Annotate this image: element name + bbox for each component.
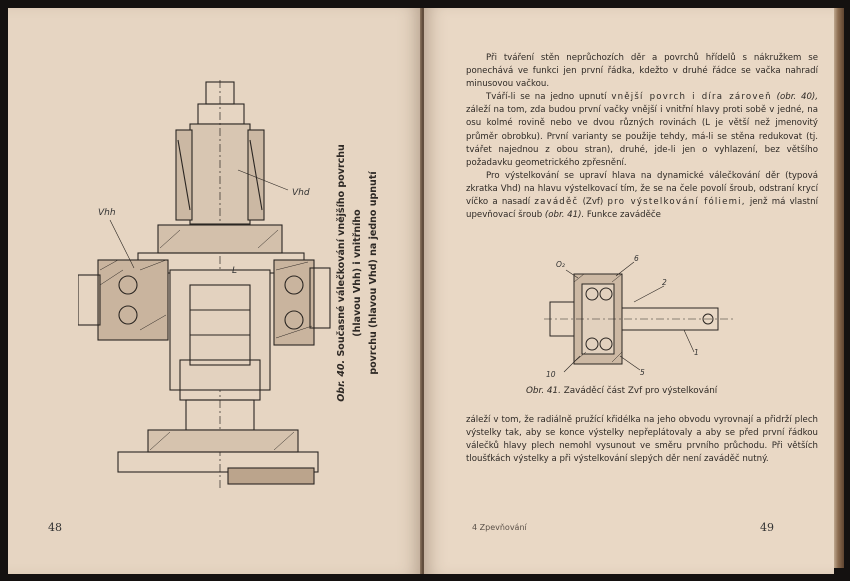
callout-5: 5 bbox=[640, 368, 645, 377]
callout-o2: O₂ bbox=[556, 260, 565, 269]
para3-text-d: Funkce zaváděče bbox=[584, 210, 661, 221]
para3-text-b: (Zvf) bbox=[578, 197, 608, 208]
label-l: L bbox=[232, 266, 238, 276]
text-block-bottom bbox=[466, 414, 818, 466]
paragraph-4: záleží v tom, že radiálně pružící křidélka na jeho obvodu vyrovnají a přidrží plech výstelky tak, aby se konce výstelky nepřeplátovaly a aby se před první řádkou válečků hlavy plech nemohl vysunout ve směru prvního průchodu. Při větších tloušťkách výstelky a při výstelkování slepých děr není zaváděč nutný. bbox=[466, 415, 818, 465]
fig-41-text: Zaváděcí část Zvf pro výstelkování bbox=[563, 386, 718, 396]
figure-40-drawing bbox=[78, 70, 338, 495]
callout-1: 1 bbox=[694, 348, 699, 357]
page-edges bbox=[834, 8, 844, 568]
figure-41-caption bbox=[526, 386, 776, 396]
feeder-technical-drawing bbox=[544, 252, 744, 382]
para2-emphasis: vnější povrch i díra zároveň bbox=[611, 92, 772, 103]
text-block-top bbox=[466, 52, 818, 222]
callout-6: 6 bbox=[634, 254, 639, 263]
label-vhh: Vhh bbox=[98, 208, 116, 218]
para3-figure-ref: (obr. 41). bbox=[544, 210, 585, 221]
left-page bbox=[8, 8, 422, 574]
para3-emphasis-1: zaváděč bbox=[534, 197, 579, 208]
caption-line-2: povrchu (hlavou Vhd) na jedno upnutí bbox=[368, 171, 379, 375]
figure-40-caption bbox=[334, 123, 394, 423]
fig-40-number: Obr. 40. bbox=[336, 359, 347, 402]
page-number-left: 48 bbox=[48, 521, 62, 534]
right-page bbox=[424, 8, 834, 574]
rolling-head-technical-drawing bbox=[78, 70, 338, 495]
para3-emphasis-2: pro výstelkování fóliemi, bbox=[607, 197, 746, 208]
paragraph-1: Při tváření stěn neprůchozích děr a povrchů hřídelů s nákružkem se ponechává ve funkci jen první řádka, kdežto v druhé řádce se vačka nahradí minusovou vačkou. bbox=[466, 53, 818, 90]
page-number-right: 49 bbox=[760, 521, 774, 534]
paragraph-2 bbox=[466, 91, 818, 170]
para3-text-a: Pro výstelkování se upraví hlava na dynamické válečkování děr (typová zkratka Vhd) na hlavu výstelkovací tím, že se na čele povolí šroub, odstraní krycí víčko a nasadí bbox=[466, 170, 818, 208]
callout-2: 2 bbox=[662, 278, 667, 287]
running-footer: 4 Zpevňování bbox=[472, 523, 527, 532]
para2-text-a: Tváří-li se na jedno upnutí bbox=[486, 92, 612, 103]
caption-line-1: Současné válečkování vnějšího povrchu (hlavou Vhh) i vnitřního bbox=[336, 144, 363, 357]
para3-text-c: jenž má vlastní upevňovací šroub bbox=[466, 197, 819, 221]
fig-41-number: Obr. 41. bbox=[526, 386, 561, 396]
figure-41-drawing bbox=[544, 252, 744, 382]
paragraph-3 bbox=[466, 170, 818, 222]
para2-text-b: záleží na tom, zda budou první vačky vnější i vnitřní hlavy proti sobě v jedné, na osu kolmé rovině nebo ve dvou různých rovinách (L je větší než jmenovitý průměr obrobku). První varianty se použije tehdy, má-li se stěna redukovat (tj. tvářet najednou z obou stran), druhé, jde-li jen o vyhlazení, bez většího požadavku geometrického zpřesnění. bbox=[466, 105, 818, 168]
label-vhd: Vhd bbox=[292, 188, 310, 198]
callout-10: 10 bbox=[546, 370, 556, 379]
para2-figure-ref: (obr. 40), bbox=[776, 92, 818, 103]
